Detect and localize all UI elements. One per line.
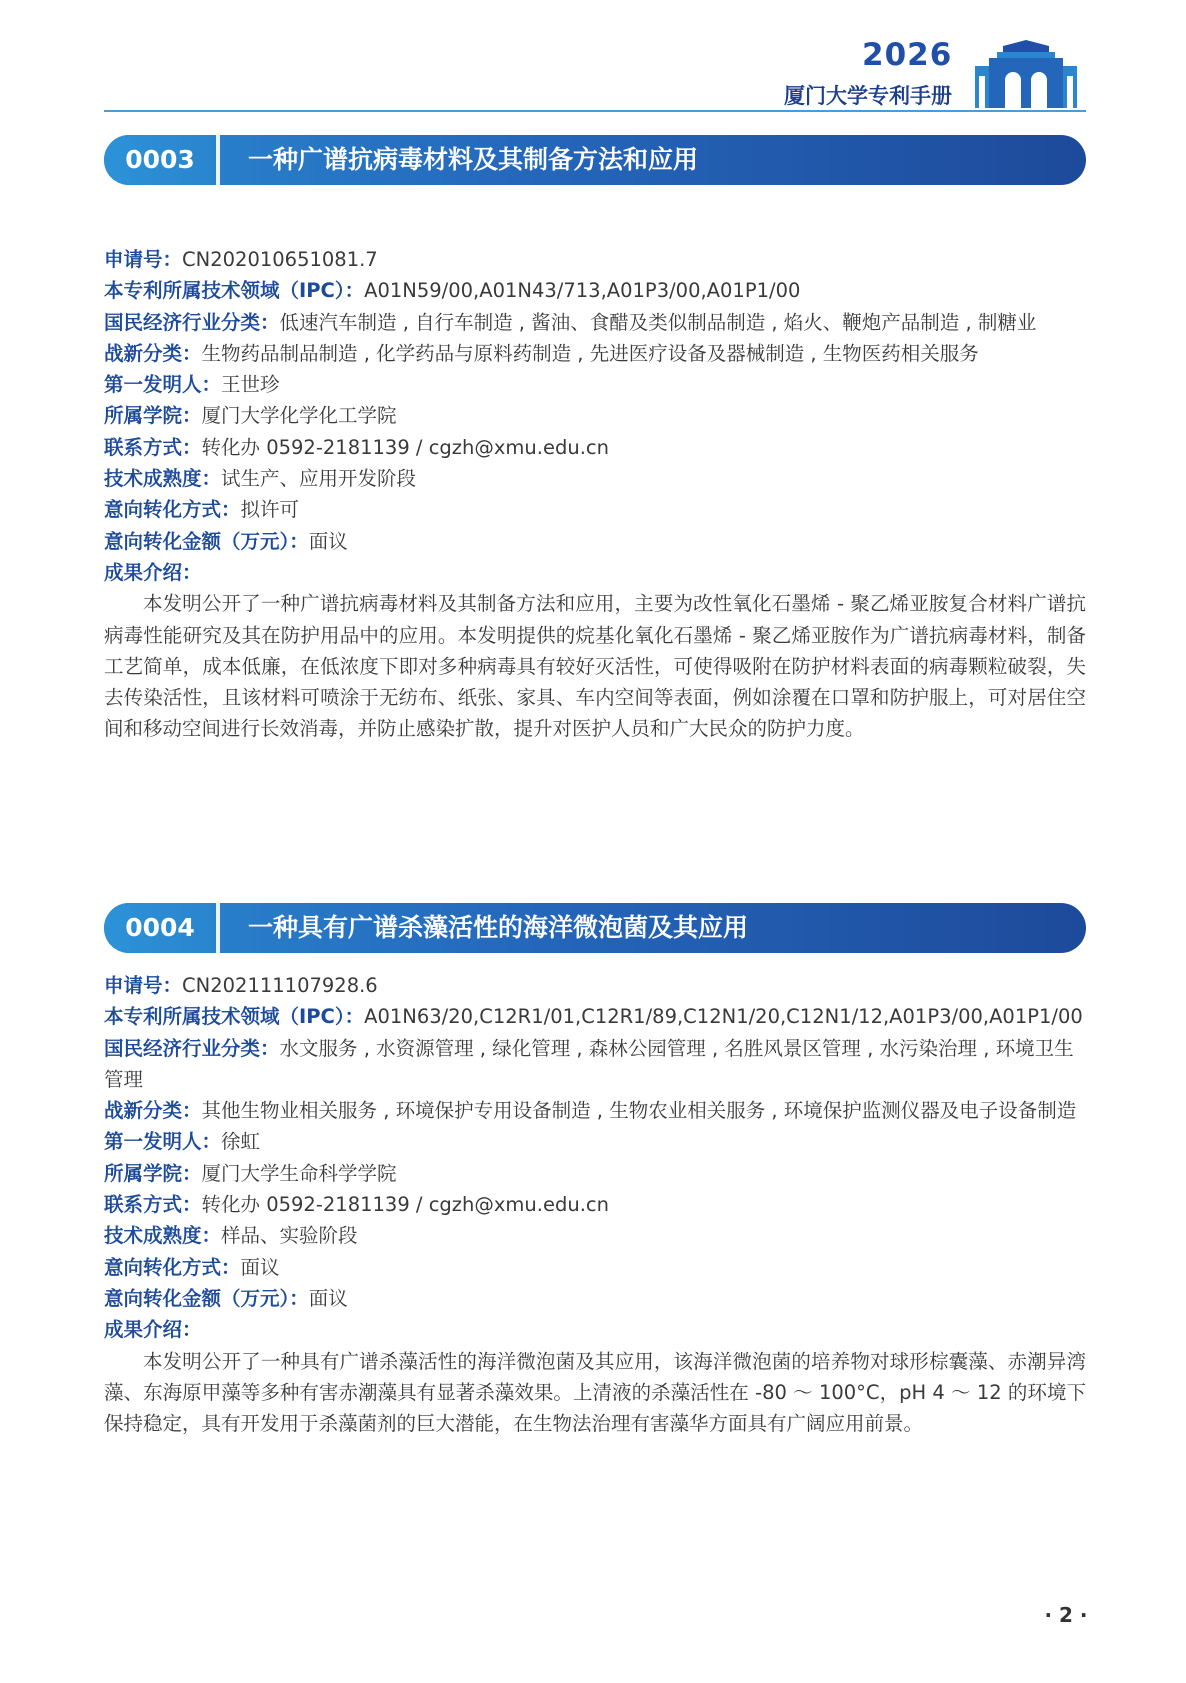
college-row: 所属学院：厦门大学化学化工学院 — [104, 404, 397, 428]
contact-row: 联系方式：转化办 0592-2181139 / cgzh@xmu.edu.cn — [104, 1193, 609, 1217]
banner-divider — [216, 135, 220, 185]
transfer-mode-row: 意向转化方式：拟许可 — [104, 498, 300, 522]
application-number-row: 申请号：CN202111107928.6 — [104, 974, 378, 997]
strategic-row: 战新分类：生物药品制品制造 , 化学药品与原料药制造 , 先进医疗设备及器械制造 , 生物医药相关服务 — [104, 341, 979, 365]
handbook-year: 2026 — [862, 37, 953, 73]
college-row: 所属学院：厦门大学生命科学学院 — [104, 1161, 397, 1185]
page-number: · 2 · — [1044, 1603, 1088, 1627]
inventor-row: 第一发明人：王世珍 — [104, 373, 280, 397]
industry-row: 国民经济行业分类：低速汽车制造 , 自行车制造 , 酱油、食醋及类似制品制造 , 焰火、鞭炮产品制造 , 制糖业 — [104, 310, 1037, 334]
handbook-title: 厦门大学专利手册 — [784, 83, 952, 108]
intro-paragraph: 本发明公开了一种具有广谱杀藻活性的海洋微泡菌及其应用，该海洋微泡菌的培养物对球形棕囊藻、赤潮异湾藻、东海原甲藻等多种有害赤潮藻具有显著杀藻效果。上清液的杀藻活性在 -80 ～ 100°C，pH 4 ～ 12 的环境下保持稳定，具有开发用于杀藻菌剂的巨大潜能，在生物法治理有害藻华方面具有广阔应用前景。 — [104, 1349, 1086, 1436]
ipc-row: 本专利所属技术领域（IPC）：A01N59/00,A01N43/713,A01P3/00,A01P1/00 — [104, 279, 801, 303]
entry-title: 一种具有广谱杀藻活性的海洋微泡菌及其应用 — [248, 913, 749, 942]
intro-heading: 成果介绍： — [104, 1318, 202, 1342]
entry-title: 一种广谱抗病毒材料及其制备方法和应用 — [248, 145, 699, 174]
header-rule — [104, 110, 1086, 112]
maturity-row: 技术成熟度：样品、实验阶段 — [104, 1224, 358, 1248]
intro-paragraph: 本发明公开了一种广谱抗病毒材料及其制备方法和应用，主要为改性氧化石墨烯 - 聚乙烯亚胺复合材料广谱抗病毒性能研究及其在防护用品中的应用。本发明提供的烷基化氧化石墨烯 - 聚乙烯亚胺作为广谱抗病毒材料，制备工艺简单，成本低廉，在低浓度下即对多种病毒具有较好灭活性，可使得吸附在防护材料表面的病毒颗粒破裂，失去传染活性，且该材料可喷涂于无纺布、纸张、家具、车内空间等表面，例如涂覆在口罩和防护服上，可对居住空间和移动空间进行长效消毒，并防止感染扩散，提升对医护人员和广大民众的防护力度。 — [104, 592, 1086, 741]
entry-details — [104, 244, 1086, 745]
entry-banner — [104, 135, 1086, 185]
entry-number: 0004 — [104, 903, 216, 953]
strategic-row: 战新分类：其他生物业相关服务 , 环境保护专用设备制造 , 生物农业相关服务 , 环境保护监测仪器及电子设备制造 — [104, 1099, 1077, 1123]
entry-details — [104, 970, 1086, 1439]
contact-row: 联系方式：转化办 0592-2181139 / cgzh@xmu.edu.cn — [104, 435, 609, 459]
gate-building-icon — [975, 40, 1077, 110]
application-number-row: 申请号：CN202010651081.7 — [104, 248, 378, 271]
entry-number: 0003 — [104, 135, 216, 185]
maturity-row: 技术成熟度：试生产、应用开发阶段 — [104, 467, 417, 491]
entry-banner — [104, 903, 1086, 953]
transfer-amount-row: 意向转化金额（万元）：面议 — [104, 529, 348, 553]
ipc-row: 本专利所属技术领域（IPC）：A01N63/20,C12R1/01,C12R1/89,C12N1/20,C12N1/12,A01P3/00,A01P1/00 — [104, 1005, 1083, 1029]
inventor-row: 第一发明人：徐虹 — [104, 1130, 261, 1154]
transfer-amount-row: 意向转化金额（万元）：面议 — [104, 1286, 348, 1310]
banner-divider — [216, 903, 220, 953]
intro-heading: 成果介绍： — [104, 560, 202, 584]
transfer-mode-row: 意向转化方式：面议 — [104, 1255, 280, 1279]
industry-row: 国民经济行业分类：水文服务 , 水资源管理 , 绿化管理 , 森林公园管理 , 名胜风景区管理 , 水污染治理 , 环境卫生管理 — [104, 1036, 1074, 1091]
